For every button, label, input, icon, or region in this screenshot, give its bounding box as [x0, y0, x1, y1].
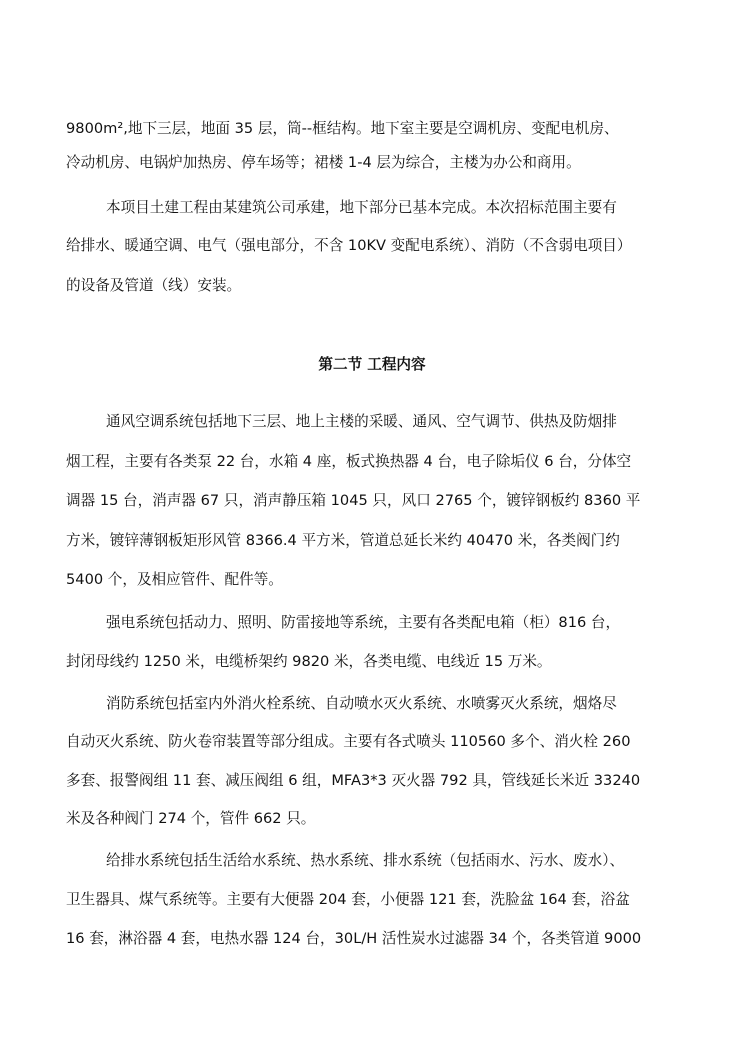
paragraph-first-line: 强电系统包括动力、照明、防雷接地等系统，主要有各类配电箱（柜）816 台， [106, 614, 621, 631]
paragraph-first-line: 给排水系统包括生活给水系统、热水系统、排水系统（包括雨水、污水、废水）、 [106, 852, 625, 869]
paragraph-first-line: 通风空调系统包括地下三层、地上主楼的采暖、通风、空气调节、供热及防烟排 [106, 413, 617, 430]
body-line: 多套、报警阀组 11 套、减压阀组 6 组，MFA3*3 灭火器 792 具，管线延长米近 33240 [66, 772, 641, 789]
body-line: 给排水、暖通空调、电气（强电部分，不含 10KV 变配电系统）、消防（不含弱电项目） [66, 237, 632, 254]
body-line: 方米，镀锌薄钢板矩形风管 8366.4 平方米，管道总延长米约 40470 米，各类阀门约 [66, 532, 620, 549]
body-line: 卫生器具、煤气系统等。主要有大便器 204 套，小便器 121 套，洗脸盆 164 套，浴盆 [66, 891, 630, 908]
body-line: 16 套，淋浴器 4 套，电热水器 124 台，30L/H 活性炭水过滤器 34 个，各类管道 9000 [66, 930, 642, 947]
body-line: 米及各种阀门 274 个，管件 662 只。 [66, 810, 316, 827]
body-line: 自动灭火系统、防火卷帘装置等部分组成。主要有各式喷头 110560 多个、消火栓 260 [66, 733, 631, 750]
section-heading: 第二节 工程内容 [318, 356, 426, 373]
body-line: 调器 15 台，消声器 67 只，消声静压箱 1045 只，风口 2765 个，镀锌钢板约 8360 平 [66, 492, 641, 509]
body-line: 封闭母线约 1250 米，电缆桥架约 9820 米，各类电缆、电线近 15 万米。 [66, 653, 552, 670]
body-line: 5400 个，及相应管件、配件等。 [66, 571, 283, 588]
body-line: 烟工程，主要有各类泵 22 台，水箱 4 座，板式换热器 4 台，电子除垢仪 6 台，分体空 [66, 453, 632, 470]
body-line: 9800m²,地下三层，地面 35 层，筒--框结构。地下室主要是空调机房、变配电机房、 [66, 120, 619, 137]
paragraph-first-line: 本项目土建工程由某建筑公司承建，地下部分已基本完成。本次招标范围主要有 [106, 199, 617, 216]
body-line: 冷动机房、电锅炉加热房、停车场等；裙楼 1-4 层为综合，主楼为办公和商用。 [66, 154, 581, 171]
paragraph-first-line: 消防系统包括室内外消火栓系统、自动喷水灭火系统、水喷雾灭火系统，烟烙尽 [106, 695, 617, 712]
body-line: 的设备及管道（线）安装。 [66, 277, 242, 294]
